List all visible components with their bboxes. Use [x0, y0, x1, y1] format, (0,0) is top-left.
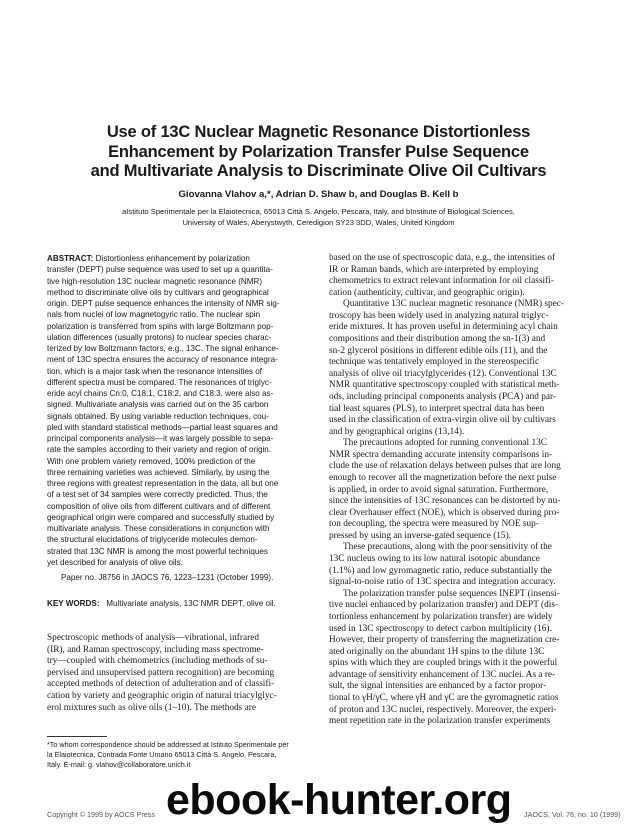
abstract-line: rate the samples according to their variety and region of origin.: [47, 445, 272, 455]
abstract-line: transfer (DEPT) pulse sequence was used to set up a quantita-: [47, 265, 273, 275]
intro-line: accepted methods of detection of adulteration and of classifi-: [47, 679, 275, 690]
footnote-line: *To whom correspondence should be addressed at Istituto Sperimentale per: [47, 740, 289, 749]
body-line: tortionless enhancement by polarization transfer) are widely: [329, 611, 553, 622]
abstract-line: nals from nuclei of low magnetogyric ratio. The nuclear spin: [47, 310, 261, 320]
affiliation-line: University of Wales, Aberystwyth, Ceredigion SY23 3DD, Wales, United Kingdom: [182, 217, 455, 227]
body-line: tional to γH/γC, where γH and γC are the gyromagnetic ratios: [329, 692, 559, 703]
abstract-line: of a test set of 34 samples were correctly predicted. Thus, the: [47, 490, 268, 500]
abstract-line: ulation differences (usually protons) to nuclear species charac-: [47, 332, 272, 342]
affiliations: [60, 207, 577, 228]
affiliation-line: aIstituto Sperimentale per la Elaiotecnica, 65013 Città S. Angelo, Pescara, Italy, and bInstitute of Biological Sciences,: [122, 207, 515, 216]
body-line: clear Overhauser effect (NOE), which is observed during pro-: [329, 507, 560, 518]
intro-line: cation by variety and geographic origin of natural triacylglyc-: [47, 690, 277, 701]
abstract-line: eride acyl chains Cn:0, C18:1, C18:2, and C18:3, were also as-: [47, 389, 274, 398]
article-title: [40, 123, 597, 182]
body-line: tial least squares (PLS), to interpret spectral data has been: [329, 403, 545, 414]
abstract-line: three regions with greatest representation in the data, all but one: [47, 479, 279, 488]
abstract-line: pled with standard statistical methods—partial least squares and: [47, 422, 278, 432]
keywords: [47, 598, 305, 609]
copyright-notice: Copyright © 1999 by AOCS Press: [47, 810, 155, 819]
intro-line: pervised and unsupervised pattern recognition) are becoming: [47, 667, 275, 678]
keywords-text: Multivariate analysis, 13C NMR DEPT, olive oil.: [106, 599, 276, 608]
abstract-label: ABSTRACT:: [47, 254, 94, 263]
abstract-line-text: Distortionless enhancement by polarization: [95, 254, 250, 263]
body-line: ment repetition rate in the polarization transfer experiments: [329, 716, 551, 727]
right-column: [329, 253, 587, 728]
body-line: pressed by using an inverse-gated sequence (15).: [329, 530, 512, 541]
introduction: [47, 633, 305, 714]
body-line: sn-2 glycerol positions in different edible oils (11), and the: [329, 345, 548, 356]
body-line: used in the classification of extra-virgin olive oil by cultivars: [329, 415, 556, 426]
journal-footer: JAOCS, Vol. 76, no. 10 (1999): [524, 810, 621, 819]
body-line: eride mixtures. It has proven useful in determining acyl chain: [329, 322, 558, 333]
journal-reference: [47, 572, 305, 583]
body-line: tive nuclei enhanced by polarization transfer) and DEPT (dis-: [329, 600, 559, 611]
footnote: [47, 740, 309, 769]
body-line: sult, the signal intensities are enhanced by a factor propor-: [329, 681, 547, 692]
body-line: signal-to-noise ratio of 13C spectra and integration accuracy.: [329, 577, 556, 588]
title-line: Enhancement by Polarization Transfer Pulse Sequence: [108, 142, 529, 161]
body-line: Quantitative 13C nuclear magnetic resonance (NMR) spec-: [343, 299, 564, 310]
body-line: is applied, in order to avoid signal saturation. Furthermore,: [329, 484, 549, 495]
abstract: [47, 253, 305, 568]
abstract-line: three remaining varieties was achieved. Similarly, by using the: [47, 467, 270, 477]
body-line: cation (authenticity, cultivar, and geographic origin).: [329, 287, 525, 298]
body-line: troscopy has been widely used in analyzing natural triglyc-: [329, 310, 549, 321]
abstract-line: the structural elucidations of triglyceride molecules demon-: [47, 535, 258, 545]
body-line: based on the use of spectroscopic data, e.g., the intensities of: [329, 253, 556, 263]
abstract-line: different spectra must be compared. The resonances of triglyc-: [47, 377, 272, 387]
intro-line: (IR), and Raman spectroscopy, including mass spectrome-: [47, 644, 264, 655]
footnote-line: la Elaiotecnica, Contrada Fonte Umano 65013 Città S. Angelo, Pescara,: [47, 749, 277, 759]
author-list: Giovanna Vlahov a,*, Adrian D. Shaw b, and Douglas B. Kell b: [178, 189, 459, 200]
body-line: since the intensities of 13C resonances can be distorted by nu-: [329, 496, 561, 507]
keywords-label: KEY WORDS:: [47, 599, 100, 608]
body-line: chemometrics to extract relevant information for oil classifi-: [329, 276, 554, 287]
body-line: analysis of olive oil triacylglycerides (12). Conventional 13C: [329, 368, 557, 379]
journal-reference-text: Paper no. J8756 in JAOCS 76, 1223–1231 (October 1999).: [61, 573, 274, 582]
body-line: used in 13C spectroscopy to detect carbon multiplicity (16).: [329, 623, 552, 634]
keywords-line: [47, 598, 305, 609]
body-line: compositions and their distribution among the sn-1(3) and: [329, 334, 546, 345]
abstract-line: ment of 13C spectra ensures the accuracy of resonance integra-: [47, 355, 278, 365]
footnote-divider: [47, 736, 107, 737]
abstract-line: composition of olive oils from different cultivars and of different: [47, 501, 271, 511]
body-line: However, their property of transferring the magnetization cre-: [329, 635, 560, 646]
body-line: technique was tentatively employed in the stereospecific: [329, 357, 540, 368]
abstract-line: terized by low Boltzmann factors, e.g., 13C. The signal enhance-: [47, 344, 279, 353]
body-line: ton decoupling, the spectra were measured by NOE sup-: [329, 519, 539, 530]
body-line: enough to recover all the magnetization before the next pulse: [329, 472, 557, 483]
body-line: ated originally on the abundant 1H spins to the dilute 13C: [329, 646, 545, 657]
watermark: ebook-hunter.org: [166, 776, 512, 824]
body-line: The polarization transfer pulse sequences INEPT (insensi-: [343, 588, 560, 599]
intro-line: erol mixtures such as olive oils (1–10). The methods are: [47, 702, 256, 713]
body-line: NMR quantitative spectroscopy coupled with statistical meth-: [329, 380, 560, 391]
abstract-line: signed. Multivariate analysis was carried out on the 35 carbon: [47, 400, 269, 410]
abstract-line: tion, which is a major task when the resonance intensities of: [47, 366, 263, 376]
body-line: The precautions adopted for running conventional 13C: [343, 438, 547, 449]
body-line: NMR spectra demanding accurate intensity comparisons in-: [329, 449, 553, 460]
abstract-line: With one problem variety removed, 100% prediction of the: [47, 456, 256, 466]
abstract-line: tive high-resolution 13C nuclear magnetic resonance (NMR): [47, 276, 263, 286]
abstract-line: polarization is transferred from spins with large Boltzmann pop-: [47, 321, 274, 331]
body-line: of proton and 13C nuclei, respectively. Moreover, the experi-: [329, 704, 557, 715]
abstract-line: geographical origin were compared and successfully studied by: [47, 512, 275, 522]
body-line: clude the use of relaxation delays between pulses that are long: [329, 461, 561, 472]
abstract-line: strated that 13C NMR is among the most powerful techniques: [47, 546, 268, 556]
abstract-line: signals obtained. By using variable reduction techniques, cou-: [47, 411, 269, 421]
abstract-line: principal components analysis—it was largely possible to sepa-: [47, 434, 274, 443]
abstract-line: method to discriminate olive oils by cultivars and geographical: [47, 287, 269, 297]
body-line: advantage of sensitivity enhancement of 13C nuclei. As a re-: [329, 669, 556, 680]
footnote-line: Italy. E-mail: g. vlahov@collaboratore.unich.it: [47, 759, 191, 769]
title-line: and Multivariate Analysis to Discriminate Olive Oil Cultivars: [90, 162, 547, 180]
abstract-line: [47, 253, 305, 264]
body-line: spins with which they are coupled brings with it the powerful: [329, 658, 558, 669]
abstract-line: origin. DEPT pulse sequence enhances the intensity of NMR sig-: [47, 299, 280, 308]
body-line: and by geographical origins (13,14).: [329, 426, 465, 437]
body-line: ods, including principal components analysis (PCA) and par-: [329, 391, 557, 402]
abstract-line: yet described for analysis of olive oils.: [47, 557, 183, 567]
body-line: (1.1%) and low gyromagnetic ratio, reduce substantially the: [329, 565, 552, 576]
intro-line: try—coupled with chemometrics (including methods of su-: [47, 656, 268, 667]
body-line: IR or Raman bands, which are interpreted by employing: [329, 264, 539, 275]
body-line: These precautions, along with the poor sensitivity of the: [343, 542, 552, 553]
title-line: Use of 13C Nuclear Magnetic Resonance Distortionless: [106, 123, 531, 141]
abstract-line: multivariate analysis. These considerations in conjunction with: [47, 524, 270, 533]
intro-line: Spectroscopic methods of analysis—vibrational, infrared: [47, 633, 259, 643]
body-line: 13C nucleus owing to its low natural isotopic abundance: [329, 554, 540, 565]
